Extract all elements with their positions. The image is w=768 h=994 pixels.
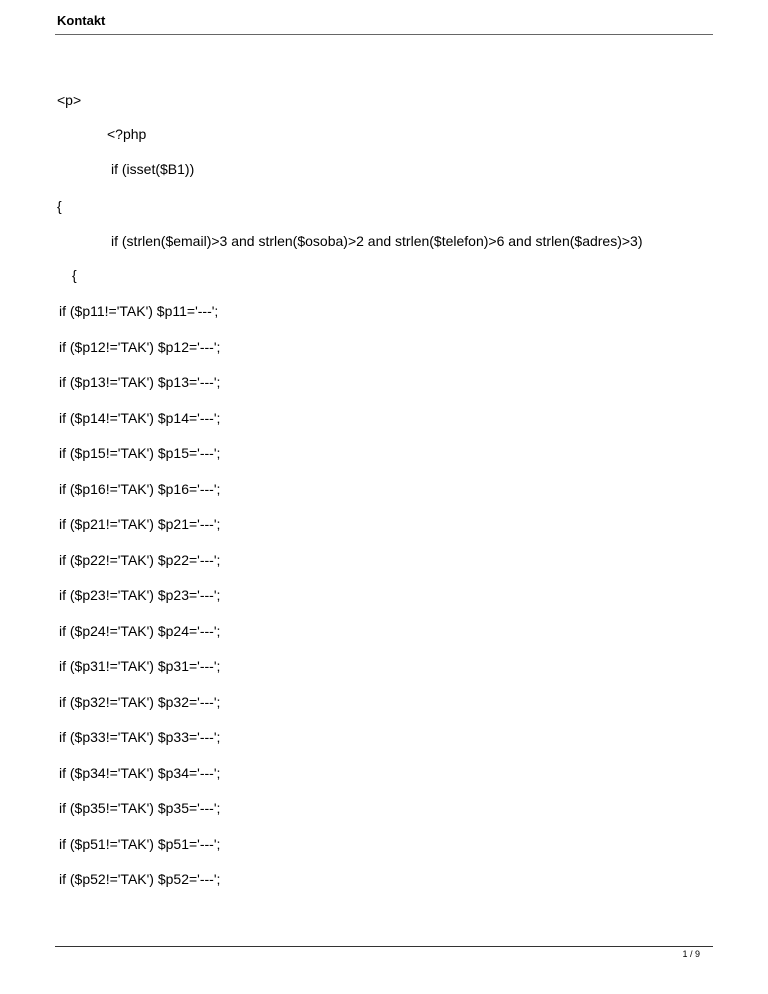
code-line: if ($p14!='TAK') $p14='---';: [59, 410, 221, 426]
code-line: if (strlen($email)>3 and strlen($osoba)>2 and strlen($telefon)>6 and strlen($adres)>3): [111, 233, 643, 249]
code-line: if ($p23!='TAK') $p23='---';: [59, 587, 221, 603]
code-line: if ($p12!='TAK') $p12='---';: [59, 339, 221, 355]
code-line: if ($p22!='TAK') $p22='---';: [59, 552, 221, 568]
code-line: if ($p52!='TAK') $p52='---';: [59, 871, 221, 887]
code-line: if ($p24!='TAK') $p24='---';: [59, 623, 221, 639]
code-line: if ($p33!='TAK') $p33='---';: [59, 729, 221, 745]
code-line: <?php: [107, 126, 147, 142]
code-line: if ($p21!='TAK') $p21='---';: [59, 516, 221, 532]
code-line: if ($p51!='TAK') $p51='---';: [59, 836, 221, 852]
code-line: <p>: [57, 92, 82, 108]
code-line: if (isset($B1)): [111, 161, 195, 177]
code-line: if ($p35!='TAK') $p35='---';: [59, 800, 221, 816]
header-divider: [55, 34, 713, 35]
code-line: if ($p34!='TAK') $p34='---';: [59, 765, 221, 781]
code-line: if ($p15!='TAK') $p15='---';: [59, 445, 221, 461]
code-line: {: [57, 198, 62, 214]
page-header-title: Kontakt: [57, 13, 106, 28]
code-line: if ($p11!='TAK') $p11='---';: [59, 303, 219, 319]
code-line: if ($p16!='TAK') $p16='---';: [59, 481, 221, 497]
code-line: {: [72, 267, 77, 283]
code-line: if ($p32!='TAK') $p32='---';: [59, 694, 221, 710]
page-number: 1 / 9: [682, 949, 700, 959]
code-line: if ($p31!='TAK') $p31='---';: [59, 658, 221, 674]
footer-divider: [55, 946, 713, 947]
code-line: if ($p13!='TAK') $p13='---';: [59, 374, 221, 390]
